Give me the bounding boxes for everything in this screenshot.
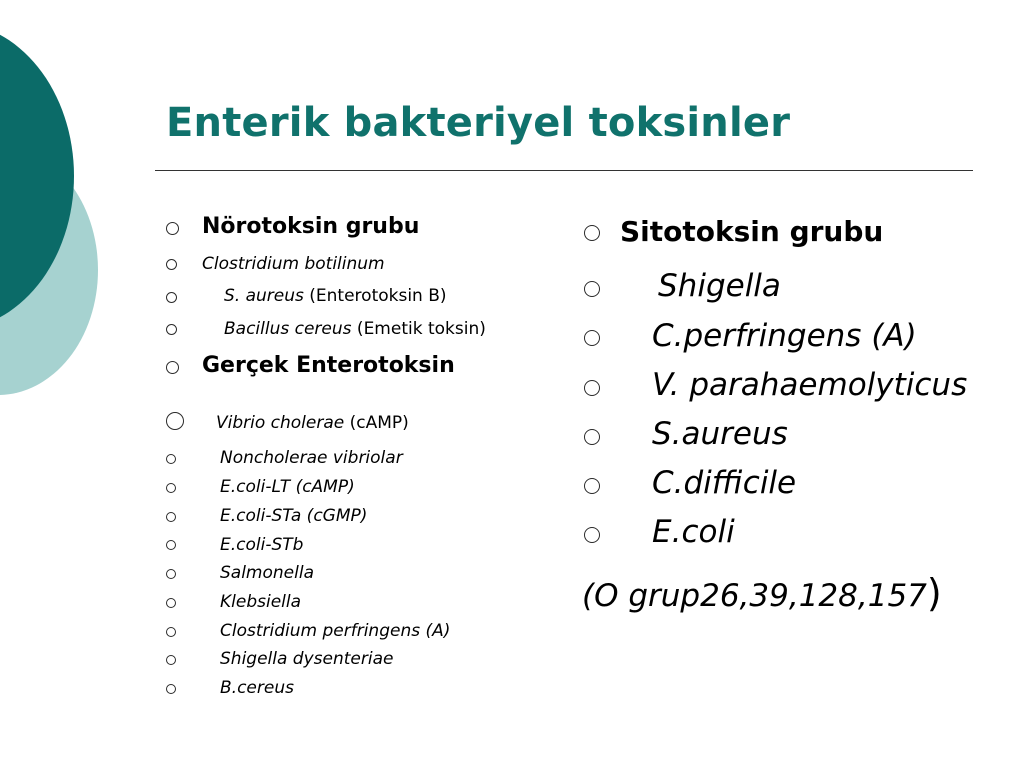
hollow-circle-icon [584,478,600,494]
hollow-circle-icon [584,225,600,241]
cytotoxin-group-heading: Sitotoksin grubu [620,215,884,248]
hollow-circle-icon [166,483,176,493]
bacillus-cereus-item [224,321,486,338]
list-item: Klebsiella [220,592,302,612]
list-item: Clostridium perfringens (A) [220,621,451,641]
hollow-circle-icon [166,222,179,235]
list-item: Shigella dysenteriae [220,649,394,669]
list-item: Salmonella [220,563,314,583]
hollow-circle-icon [584,281,600,297]
bacillus-cereus-name: Bacillus cereus [224,319,352,339]
hollow-circle-icon [166,655,176,665]
hollow-circle-icon [166,627,176,637]
list-item: E.coli [652,514,735,550]
list-item: B.cereus [220,678,294,698]
list-item: C.difficile [652,465,797,501]
serogroup-close-paren: ) [926,571,942,615]
title-divider [155,170,973,171]
hollow-circle-icon [166,512,176,522]
list-item: S.aureus [652,416,788,452]
hollow-circle-icon [166,292,177,303]
hollow-circle-icon [166,324,177,335]
s-aureus-item [224,288,447,305]
hollow-circle-icon [166,598,176,608]
true-enterotoxin-heading: Gerçek Enterotoksin [202,353,455,378]
list-item: Noncholerae vibriolar [220,448,403,468]
hollow-circle-icon [584,380,600,396]
hollow-circle-icon [584,330,600,346]
hollow-circle-icon [166,540,176,550]
hollow-circle-icon [166,259,177,270]
s-aureus-note: (Enterotoksin B) [303,286,447,306]
bacillus-cereus-note: (Emetik toksin) [351,319,486,339]
hollow-circle-icon [166,454,176,464]
hollow-circle-icon [166,569,176,579]
vibrio-cholerae-name: Vibrio cholerae [216,413,345,433]
list-item: E.coli-STb [220,535,304,555]
list-item: C.perfringens (A) [652,318,917,354]
list-item: V. parahaemolyticus [652,367,968,403]
serogroup-text: (O grup26,39,128,157 [582,578,927,614]
hollow-circle-icon [166,412,184,430]
list-item: E.coli-STa (cGMP) [220,506,368,526]
list-item: Shigella [658,268,781,304]
ecoli-serogroup-note [582,571,942,615]
hollow-circle-icon [166,684,176,694]
neurotoxin-group-heading: Nörotoksin grubu [202,214,420,239]
hollow-circle-icon [166,361,179,374]
slide-title: Enterik bakteriyel toksinler [166,100,791,146]
clostridium-botulinum-item: Clostridium botilinum [202,254,385,274]
vibrio-cholerae-item [216,415,409,432]
s-aureus-name: S. aureus [224,286,304,306]
hollow-circle-icon [584,429,600,445]
hollow-circle-icon [584,527,600,543]
list-item: E.coli-LT (cAMP) [220,477,355,497]
vibrio-cholerae-note: (cAMP) [344,413,409,433]
